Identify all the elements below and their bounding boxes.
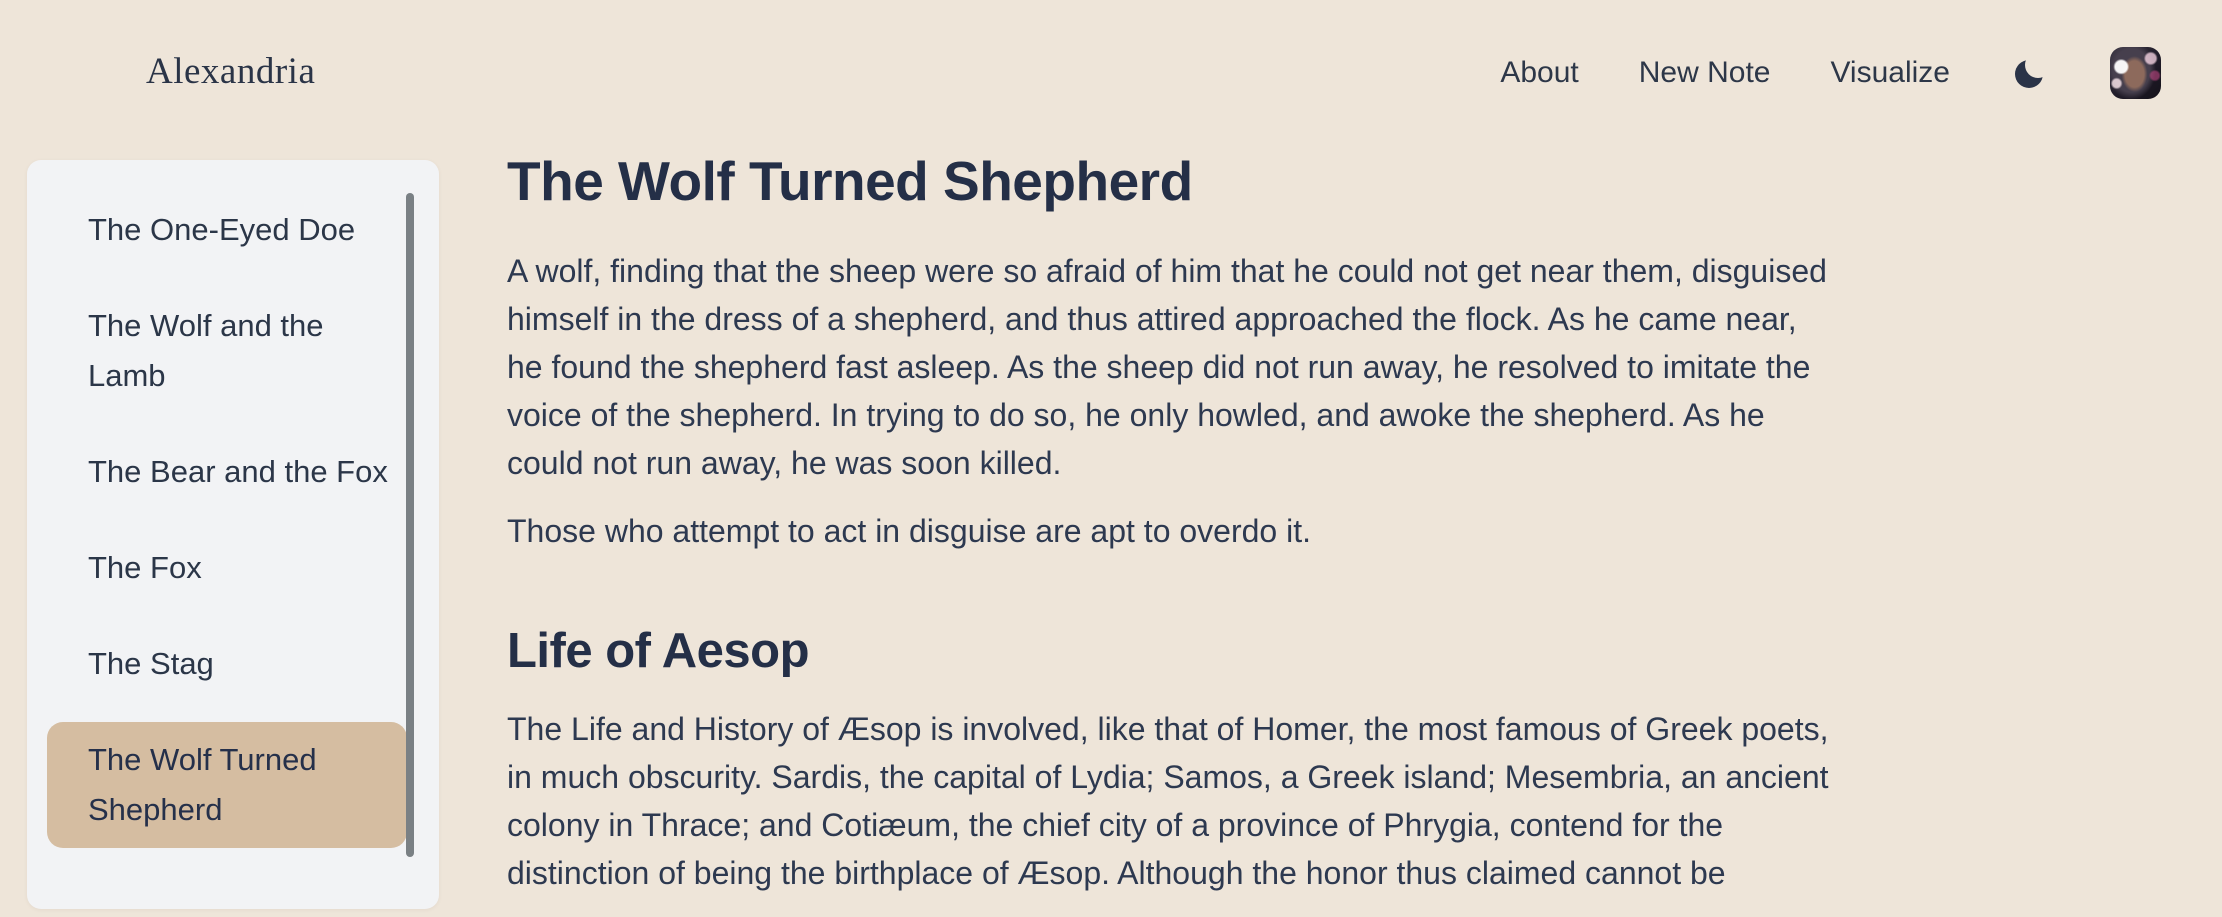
sidebar-item-the-bear-and-the-fox[interactable]: The Bear and the Fox xyxy=(88,454,388,489)
app-logo[interactable]: Alexandria xyxy=(146,51,316,92)
notes-sidebar xyxy=(27,160,439,909)
sidebar-item-the-one-eyed-doe[interactable]: The One-Eyed Doe xyxy=(88,212,356,247)
sidebar-item-the-stag[interactable]: The Stag xyxy=(88,646,214,681)
sidebar-item-the-fox[interactable]: The Fox xyxy=(88,550,202,585)
note-content xyxy=(507,150,1832,917)
sidebar-scrollbar-thumb[interactable] xyxy=(406,193,414,857)
theme-toggle-button[interactable] xyxy=(2010,53,2050,93)
app-header xyxy=(0,0,2222,145)
sidebar-item-the-wolf-and-the-lamb[interactable]: The Wolf and the Lamb xyxy=(88,308,324,393)
article-moral: Those who attempt to act in disguise are apt to overdo it. xyxy=(507,513,1311,549)
article-title: The Wolf Turned Shepherd xyxy=(507,150,1193,212)
notes-list xyxy=(27,160,439,848)
article-paragraph: A wolf, finding that the sheep were so afraid of him that he could not get near them, disguised himself in the dress of a shepherd, and thus attired approached the flock. As he came near, he found the shepherd fast asleep. As the sheep did not run away, he resolved to imitate the voice of the shepherd. In trying to do so, he only howled, and awoke the shepherd. As he could not run away, he was soon killed. xyxy=(507,253,1827,481)
aesop-paragraph: The Life and History of Æsop is involved, like that of Homer, the most famous of Greek poets, in much obscurity. Sardis, the capital of Lydia; Samos, a Greek island; Mesembria, an ancient colony in Thrace; and Cotiæum, the chief city of a province of Phrygia, contend for the distinction of being the birthplace of Æsop. Although the honor thus claimed cannot be xyxy=(507,711,1829,891)
nav-new-note-link[interactable]: New Note xyxy=(1638,55,1771,89)
section-title-life-of-aesop: Life of Aesop xyxy=(507,624,810,678)
main-nav xyxy=(1500,0,2161,145)
nav-about-link[interactable]: About xyxy=(1500,55,1579,89)
sidebar-item-the-wolf-turned-shepherd[interactable]: The Wolf Turned Shepherd xyxy=(47,722,407,848)
moon-icon xyxy=(2012,55,2048,91)
user-avatar[interactable] xyxy=(2110,47,2161,99)
nav-visualize-link[interactable]: Visualize xyxy=(1830,55,1950,89)
